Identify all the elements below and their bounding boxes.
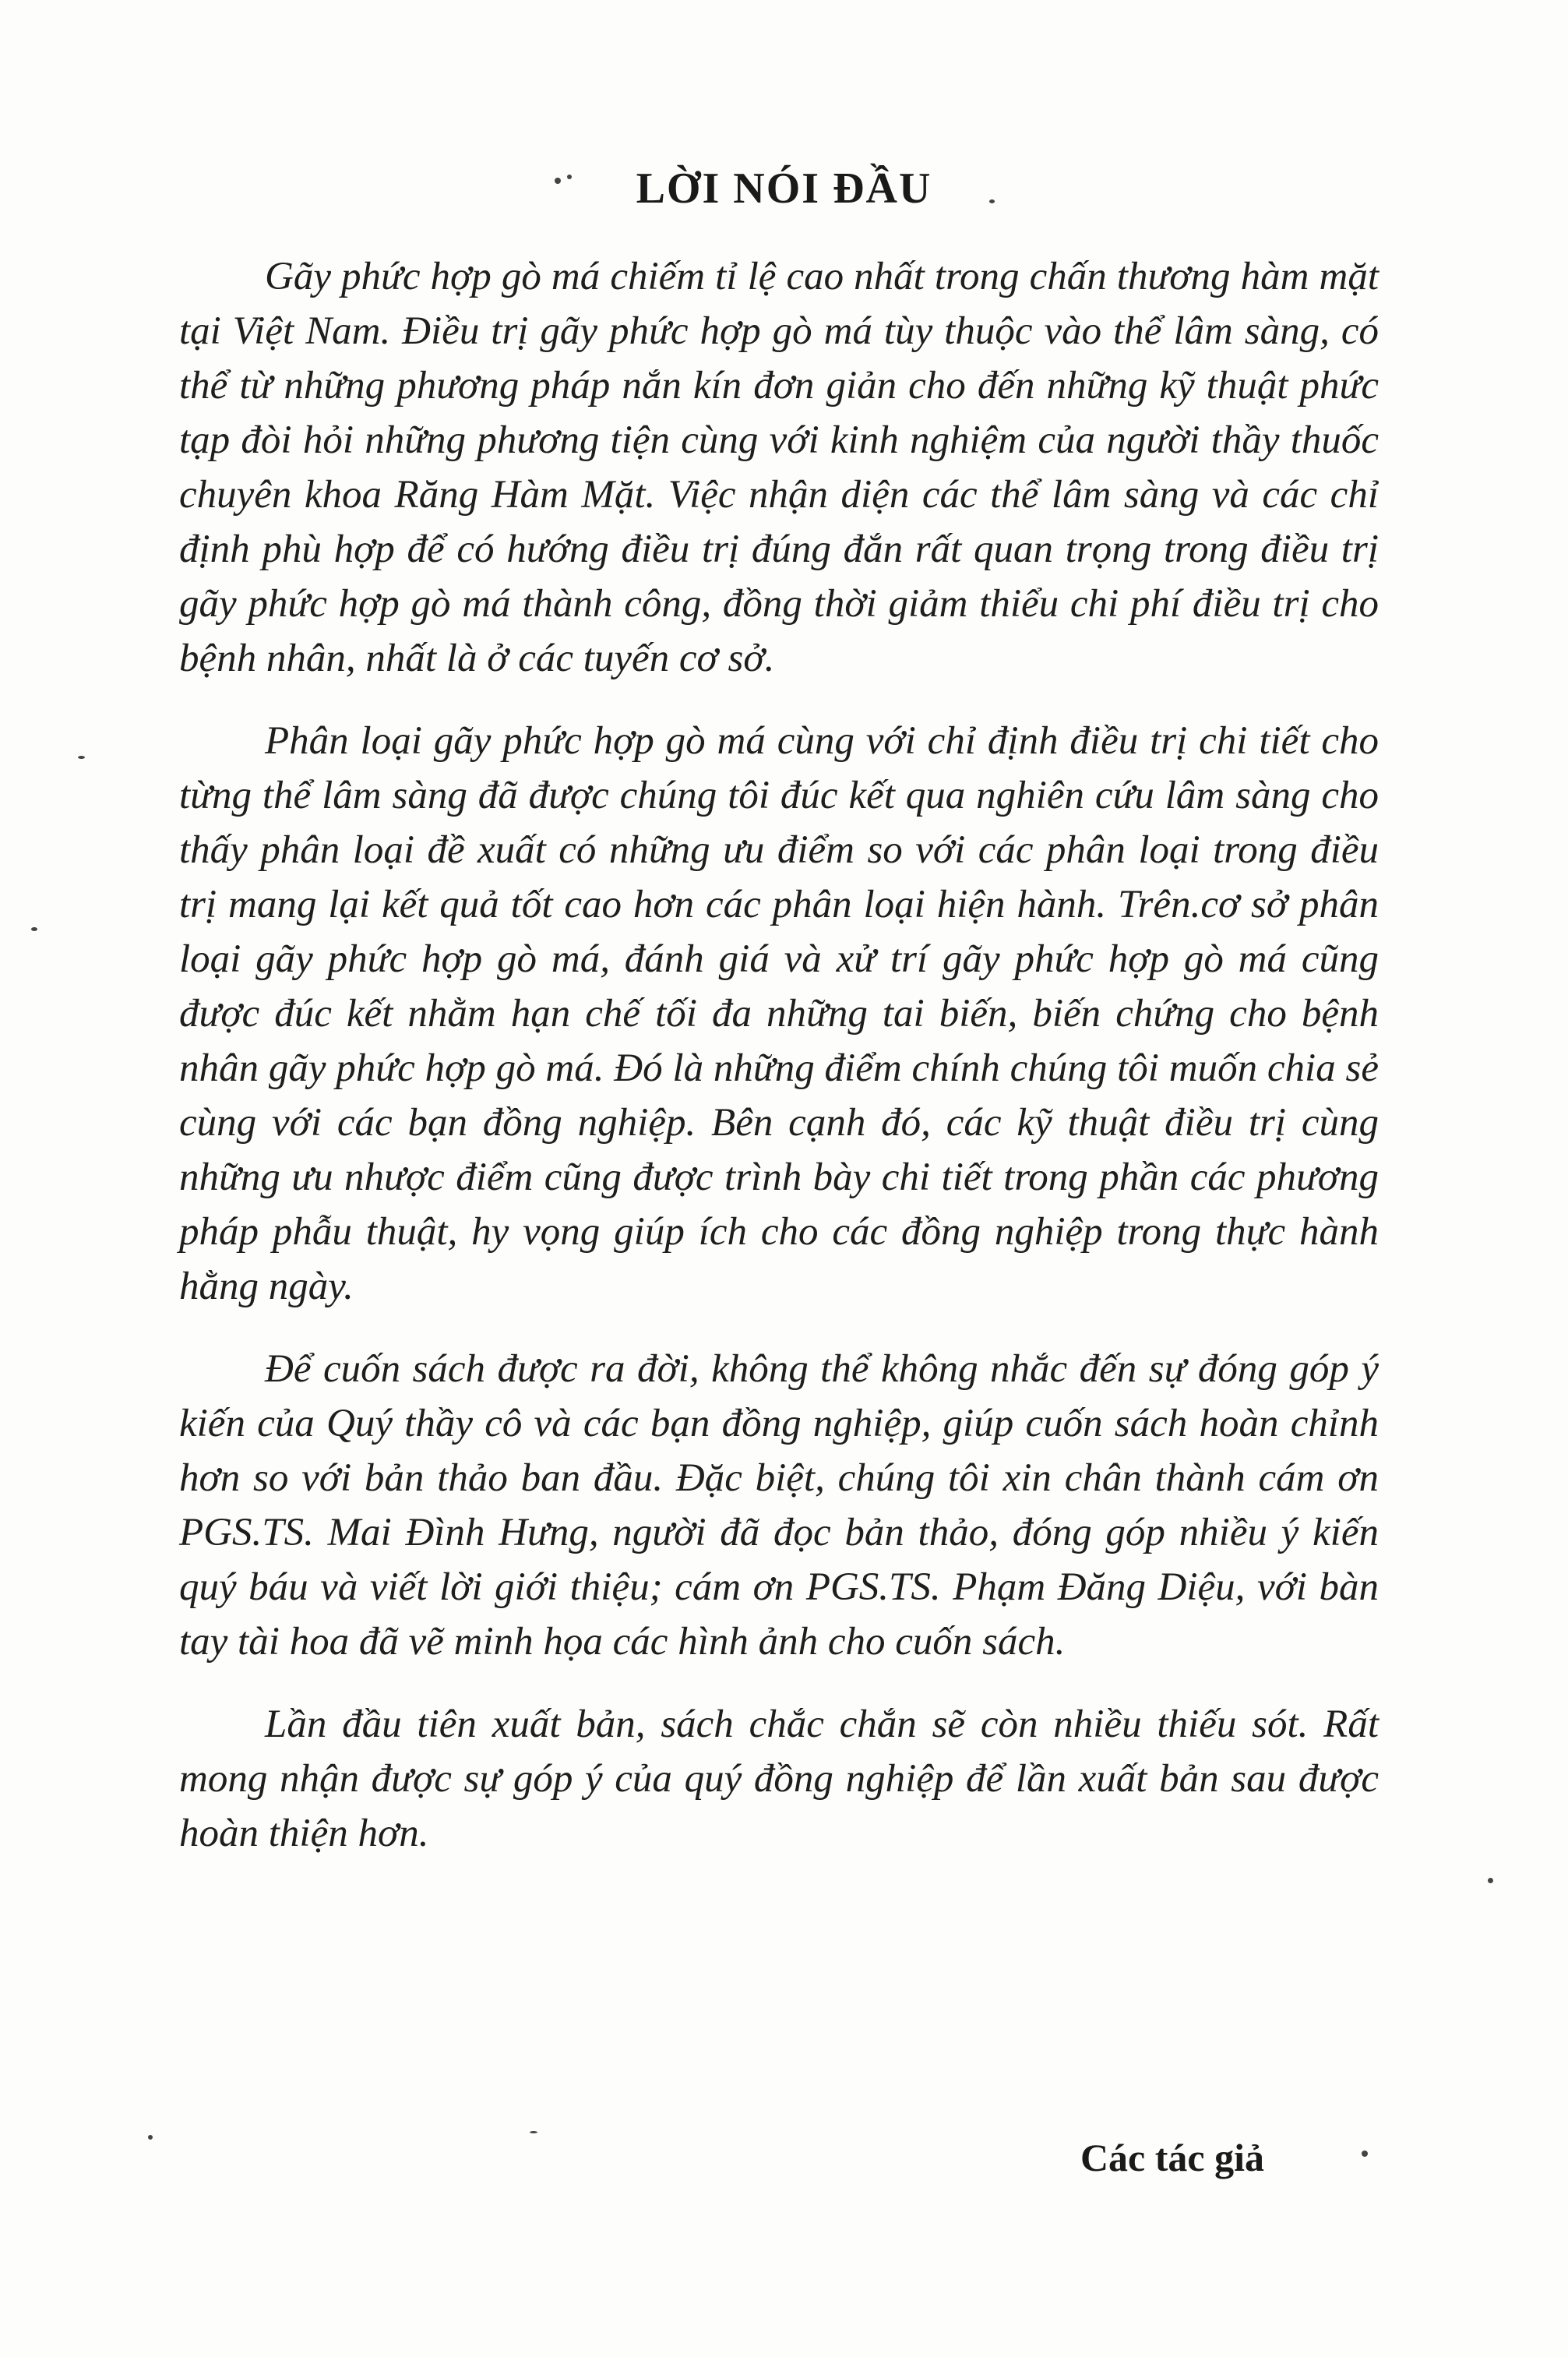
scan-speck [148, 2135, 153, 2140]
scan-speck [31, 927, 37, 931]
paragraph: Để cuốn sách được ra đời, không thể không nhắc đến sự đóng góp ý kiến của Quý thầy cô và các bạn đồng nghiệp, giúp cuốn sách hoàn chỉnh hơn so với bản thảo ban đầu. Đặc biệt, chúng tôi xin chân thành cám ơn PGS.TS. Mai Đình Hưng, người đã đọc bản thảo, đóng góp nhiều ý kiến quý báu và viết lời giới thiệu; cám ơn PGS.TS. Phạm Đăng Diệu, với bàn tay tài hoa đã vẽ minh họa các hình ảnh cho cuốn sách. [179, 1347, 1379, 1664]
paragraph: Lần đầu tiên xuất bản, sách chắc chắn sẽ còn nhiều thiếu sót. Rất mong nhận được sự góp ý của quý đồng nghiệp để lần xuất bản sau được hoàn thiện hơn. [179, 1702, 1379, 1855]
scan-speck [78, 756, 85, 759]
page-title: LỜI NÓI ĐẦU [636, 164, 932, 213]
scan-speck [1362, 2151, 1368, 2157]
paragraph: Gãy phức hợp gò má chiếm tỉ lệ cao nhất trong chấn thương hàm mặt tại Việt Nam. Điều trị gãy phức hợp gò má tùy thuộc vào thể lâm sàng, có thể từ những phương pháp nắn kín đơn giản cho đến những kỹ thuật phức tạp đòi hỏi những phương tiện cùng với kinh nghiệm của người thầy thuốc chuyên khoa Răng Hàm Mặt. Việc nhận diện các thể lâm sàng và các chỉ định phù hợp để có hướng điều trị đúng đắn rất quan trọng trong điều trị gãy phức hợp gò má thành công, đồng thời giảm thiểu chi phí điều trị cho bệnh nhân, nhất là ở các tuyến cơ sở. [179, 255, 1379, 680]
scan-speck [530, 2131, 537, 2133]
paragraph: Phân loại gãy phức hợp gò má cùng với chỉ định điều trị chi tiết cho từng thể lâm sàng đã được chúng tôi đúc kết qua nghiên cứu lâm sàng cho thấy phân loại đề xuất có những ưu điểm so với các phân loại trong điều trị mang lại kết quả tốt cao hơn các phân loại hiện hành. Trên.cơ sở phân loại gãy phức hợp gò má, đánh giá và xử trí gãy phức hợp gò má cũng được đúc kết nhằm hạn chế tối đa những tai biến, biến chứng cho bệnh nhân gãy phức hợp gò má. Đó là những điểm chính chúng tôi muốn chia sẻ cùng với các bạn đồng nghiệp. Bên cạnh đó, các kỹ thuật điều trị cùng những ưu nhược điểm cũng được trình bày chi tiết trong phần các phương pháp phẫu thuật, hy vọng giúp ích cho các đồng nghiệp trong thực hành hằng ngày. [179, 719, 1379, 1308]
scan-speck [1488, 1878, 1493, 1883]
signature: Các tác giả [1080, 2136, 1264, 2179]
preface-body [179, 249, 1379, 1889]
